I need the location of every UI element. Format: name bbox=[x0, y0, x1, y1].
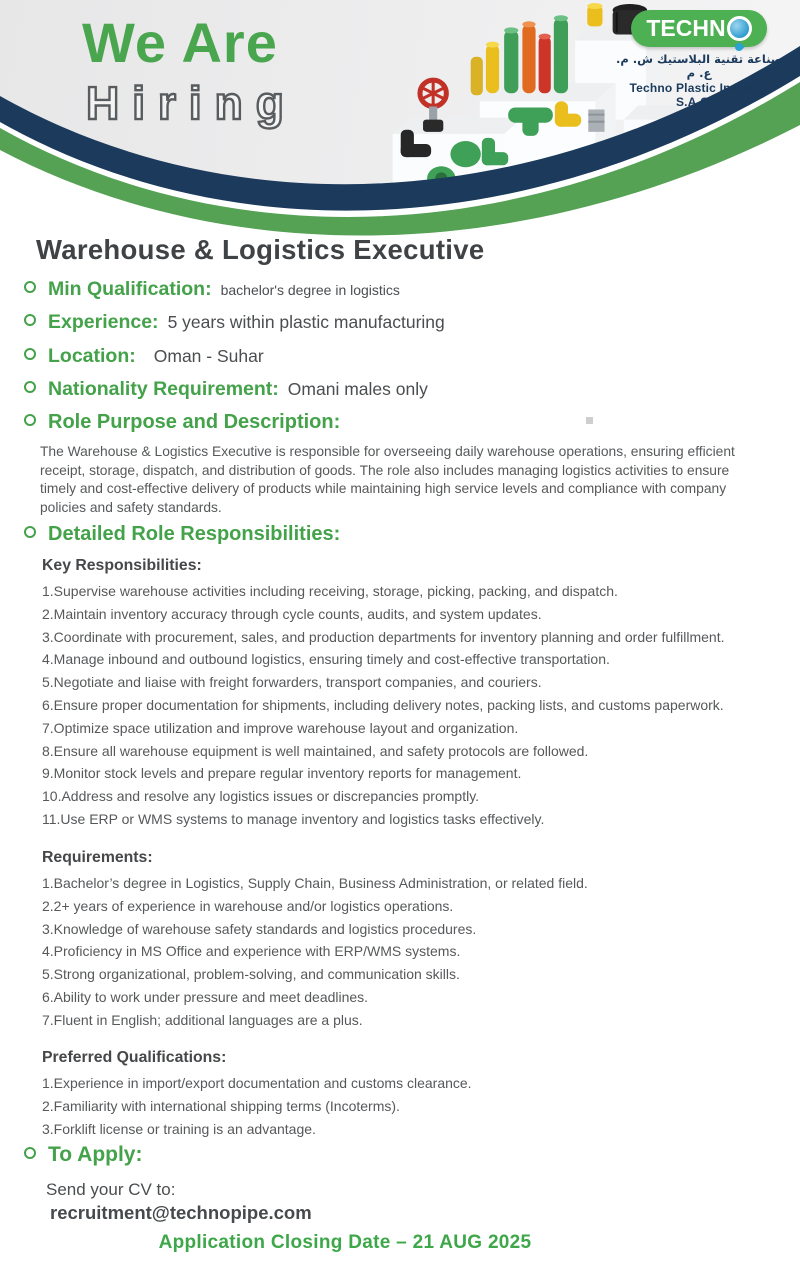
list-item: 1.Experience in import/export documentation and customs clearance. bbox=[42, 1075, 472, 1091]
list-item: 3.Forklift license or training is an advantage. bbox=[42, 1120, 316, 1137]
logo-wordmark: TECHN bbox=[646, 15, 726, 41]
list-item: 7.Fluent in English; additional languages are a plus. bbox=[42, 1011, 363, 1028]
fact-value: bachelor's degree in logistics bbox=[220, 282, 400, 298]
preferred-qualifications-heading: Preferred Qualifications: bbox=[42, 1049, 227, 1066]
list-item: 6.Ability to work under pressure and meet deadlines. bbox=[42, 988, 369, 1005]
list-item: 2.2+ years of experience in warehouse and/or logistics operations. bbox=[42, 897, 454, 914]
fact-value: Omani males only bbox=[287, 379, 428, 399]
logo-subtitle: Techno Plastic Industry S.A.O.C bbox=[629, 81, 769, 109]
email-address[interactable]: recruitment@technopipe.com bbox=[50, 1202, 312, 1223]
list-item: 7.Optimize space utilization and improve warehouse layout and organization. bbox=[42, 719, 519, 736]
list-item: 3.Coordinate with procurement, sales, and production departments for inventory planning and order fulfillment. bbox=[42, 628, 725, 645]
list-item: 9.Monitor stock levels and prepare regular inventory reports for management. bbox=[42, 765, 522, 782]
closing-date: Application Closing Date – 21 AUG 2025 bbox=[158, 1232, 532, 1253]
requirements-heading: Requirements: bbox=[42, 849, 153, 866]
list-item: 4.Manage inbound and outbound logistics, ensuring timely and cost-effective transportation. bbox=[42, 651, 610, 668]
key-responsibilities-list bbox=[42, 580, 725, 831]
globe-icon bbox=[727, 16, 752, 41]
circle-bullet-icon bbox=[24, 381, 36, 393]
we-are-title: We Are bbox=[82, 11, 278, 74]
list-item: 5.Strong organizational, problem-solving, and communication skills. bbox=[42, 966, 460, 983]
list-item: 4.Proficiency in MS Office and experience with ERP/WMS systems. bbox=[42, 943, 461, 960]
droplet-icon bbox=[733, 41, 744, 52]
list-item: 1.Supervise warehouse activities including receiving, storage, picking, packing, and dispatch. bbox=[42, 583, 618, 599]
preferred-qualifications-list bbox=[42, 1072, 472, 1140]
fact-location bbox=[24, 345, 264, 368]
circle-bullet-icon bbox=[24, 414, 36, 426]
detailed-responsibilities-heading-row bbox=[24, 523, 340, 546]
role-purpose-heading: Role Purpose and Description: bbox=[48, 411, 341, 433]
hiring-title: Hiring bbox=[86, 77, 297, 129]
list-item: 2.Familiarity with international shipping terms (Incoterms). bbox=[42, 1097, 400, 1114]
key-responsibilities-heading: Key Responsibilities: bbox=[42, 557, 202, 574]
to-apply-heading: To Apply: bbox=[48, 1143, 143, 1166]
fact-label: Location: bbox=[48, 345, 136, 367]
circle-bullet-icon bbox=[24, 526, 36, 538]
fact-nationality bbox=[24, 378, 428, 401]
list-item: 3.Knowledge of warehouse safety standards and logistics procedures. bbox=[42, 920, 477, 937]
logo-arabic: صناعة تقنية البلاستيك ش. م. ع. م bbox=[615, 52, 783, 80]
fact-label: Experience: bbox=[48, 311, 159, 333]
artifact-dot bbox=[586, 417, 593, 424]
fact-value: 5 years within plastic manufacturing bbox=[167, 312, 445, 332]
send-cv-label: Send your CV to: bbox=[46, 1180, 176, 1199]
list-item: 10.Address and resolve any logistics issues or discrepancies promptly. bbox=[42, 788, 480, 805]
job-title: Warehouse & Logistics Executive bbox=[36, 234, 485, 265]
list-item: 8.Ensure all warehouse equipment is well maintained, and safety protocols are followed. bbox=[42, 742, 589, 759]
circle-bullet-icon bbox=[24, 348, 36, 360]
logo-pill bbox=[631, 10, 767, 47]
circle-bullet-icon bbox=[24, 1147, 36, 1159]
role-purpose-text: The Warehouse & Logistics Executive is responsible for overseeing daily warehouse operations, ensuring efficient receipt, storage, dispatch, and distribution of goods. The role also includes managing logistics activities to ensure timely and cost-effective delivery of products while maintaining high service levels and compliance with company policies and safety standards. bbox=[40, 444, 735, 515]
circle-bullet-icon bbox=[24, 281, 36, 293]
list-item: 1.Bachelor’s degree in Logistics, Supply Chain, Business Administration, or related field. bbox=[42, 875, 588, 891]
requirements-list bbox=[42, 872, 588, 1032]
circle-bullet-icon bbox=[24, 314, 36, 326]
poster-header bbox=[0, 0, 800, 260]
fact-experience bbox=[24, 311, 445, 334]
list-item: 11.Use ERP or WMS systems to manage inventory and logistics tasks effectively. bbox=[42, 810, 545, 827]
list-item: 6.Ensure proper documentation for shipments, including delivery notes, packing lists, and customs paperwork. bbox=[42, 696, 724, 713]
to-apply-heading-row bbox=[24, 1143, 142, 1167]
fact-label: Min Qualification: bbox=[48, 278, 212, 300]
fact-min-qualification bbox=[24, 278, 400, 301]
list-item: 2.Maintain inventory accuracy through cycle counts, audits, and system updates. bbox=[42, 605, 542, 622]
brand-logo bbox=[608, 10, 790, 109]
list-item: 5.Negotiate and liaise with freight forwarders, transport companies, and couriers. bbox=[42, 674, 542, 691]
fact-value: Oman - Suhar bbox=[153, 346, 264, 366]
detailed-responsibilities-heading: Detailed Role Responsibilities: bbox=[48, 523, 341, 545]
fact-label: Nationality Requirement: bbox=[48, 378, 279, 400]
role-purpose-heading-row bbox=[24, 411, 340, 434]
